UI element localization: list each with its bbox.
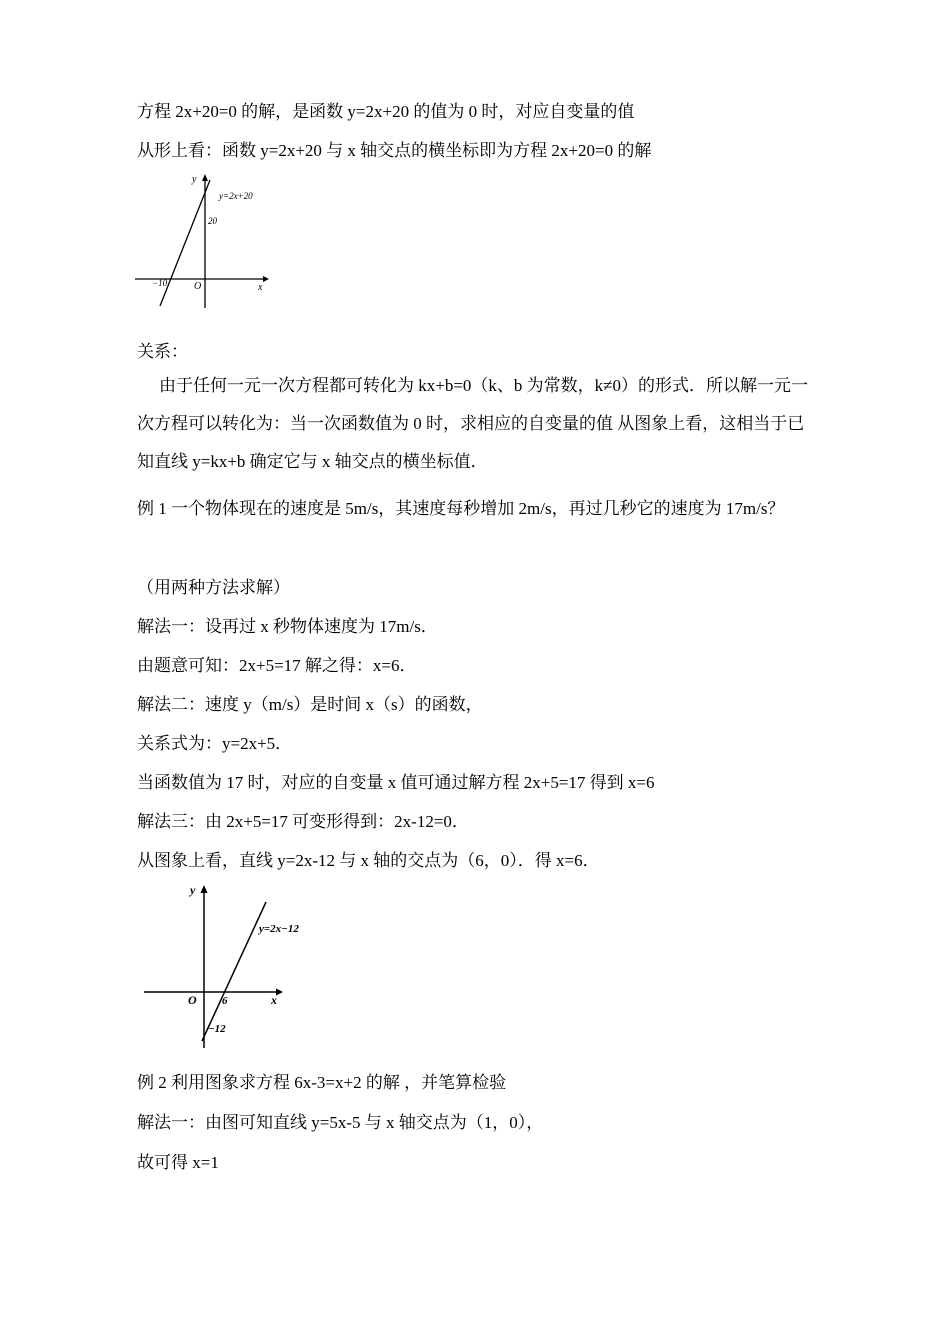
origin-label: O: [188, 993, 197, 1007]
paragraph-9: 解法二：速度 y（m/s）是时间 x（s）的函数，: [137, 695, 483, 714]
y-intercept-label: 20: [208, 216, 217, 226]
paragraph-14: 例 2 利用图象求方程 6x-3=x+2 的解 ，并笔算检验: [137, 1073, 507, 1092]
paragraph-12: 解法三：由 2x+5=17 可变形得到：2x-12=0．: [137, 812, 469, 831]
paragraph-6: （用两种方法求解）: [137, 578, 290, 597]
line-label: y=2x+20: [219, 191, 253, 201]
y-axis-arrow: [201, 885, 208, 893]
line-label: y=2x−12: [259, 923, 299, 935]
paragraph-10: 关系式为：y=2x+5．: [137, 734, 293, 753]
x-axis-arrow: [263, 276, 269, 282]
x-intercept-label: 6: [222, 995, 228, 1007]
y-axis-label: y: [192, 174, 197, 185]
paragraph-5: 例 1 一个物体现在的速度是 5m/s，其速度每秒增加 2m/s，再过几秒它的速度为 17m/s？: [137, 499, 785, 518]
graph-y-2x-minus-12: [140, 880, 320, 1050]
paragraph-1: 方程 2x+20=0 的解，是函数 y=2x+20 的值为 0 时，对应自变量的值: [137, 102, 635, 121]
y-axis-label: y: [190, 883, 196, 897]
y-intercept-label: −12: [208, 1023, 226, 1035]
x-intercept-label: −10: [152, 278, 168, 288]
function-line: [160, 180, 210, 306]
paragraph-3: 关系：: [137, 342, 188, 361]
paragraph-8: 由题意可知：2x+5=17 解之得：x=6．: [137, 656, 417, 675]
y-axis-arrow: [202, 174, 208, 181]
paragraph-16: 故可得 x=1: [137, 1153, 219, 1172]
x-axis-label: x: [258, 282, 263, 293]
origin-label: O: [194, 281, 202, 292]
paragraph-11: 当函数值为 17 时，对应的自变量 x 值可通过解方程 2x+5=17 得到 x=6: [137, 773, 655, 792]
paragraph-13: 从图象上看，直线 y=2x-12 与 x 轴的交点为（6，0）．得 x=6．: [137, 851, 600, 870]
paragraph-4: 由于任何一元一次方程都可转化为 kx+b=0（k、b 为常数，k≠0）的形式．所以解一元一次方程可以转化为：当一次函数值为 0 时，求相应的自变量的值 从图象上看，这相当于已知直线 y=kx+b 确定它与 x 轴交点的横坐标值．: [137, 376, 809, 471]
graph-y-2x-plus-20: [130, 172, 270, 310]
paragraph-15: 解法一：由图可知直线 y=5x-5 与 x 轴交点为（1，0），: [137, 1113, 544, 1132]
function-line: [202, 902, 266, 1041]
x-axis-arrow: [276, 989, 283, 996]
paragraph-2: 从形上看：函数 y=2x+20 与 x 轴交点的横坐标即为方程 2x+20=0 的解: [137, 141, 652, 160]
x-axis-label: x: [271, 993, 277, 1007]
paragraph-7: 解法一：设再过 x 秒物体速度为 17m/s．: [137, 617, 438, 636]
